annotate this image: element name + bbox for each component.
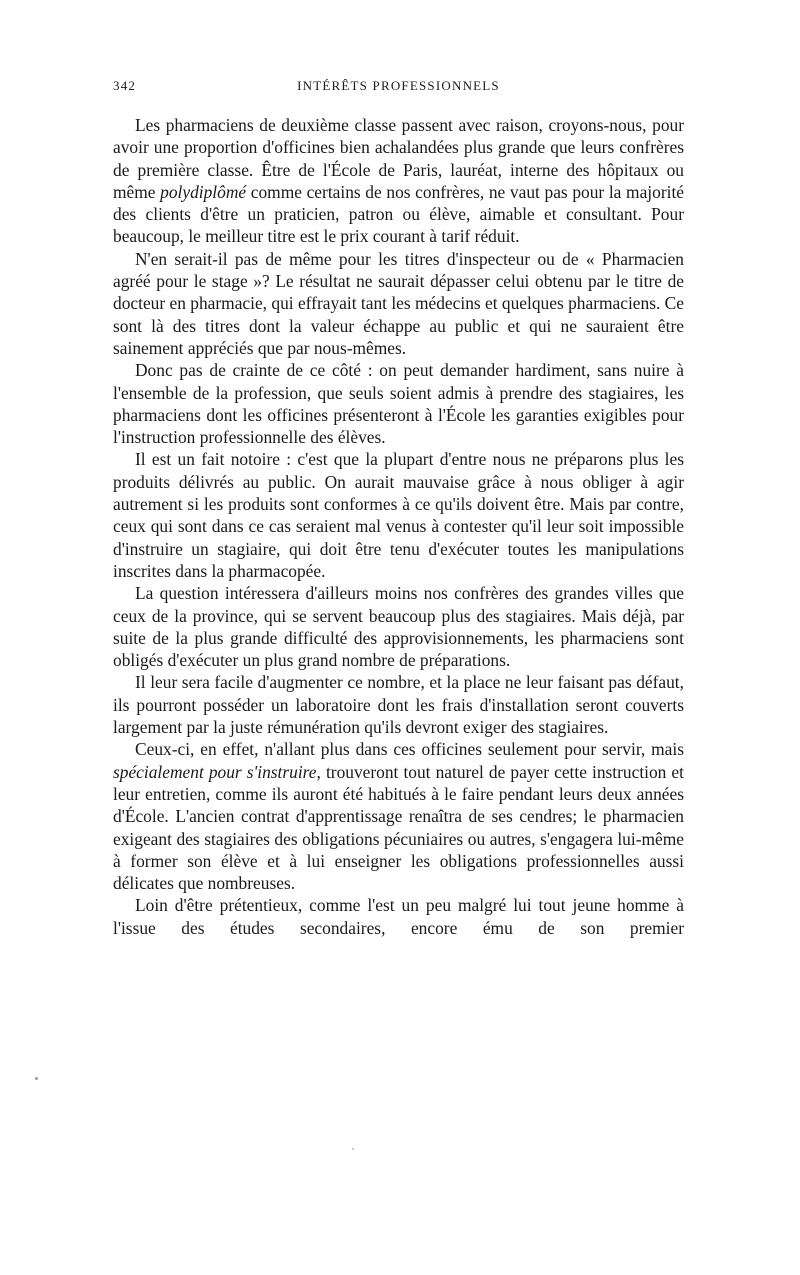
paper-speck [352, 1148, 354, 1150]
paragraph [113, 894, 684, 939]
running-header [113, 78, 684, 100]
text-run: Donc pas de crainte de ce côté : on peut demander hardiment, sans nuire à l'ensemble de la profession, que seuls soient admis à prendre des stagiaires, les pharmaciens dont les officines présenteront à l'École les garanties exigibles pour l'instruction professionnelle des élèves. [113, 360, 684, 448]
paragraph [113, 248, 684, 359]
paragraph [113, 359, 684, 448]
paragraph [113, 448, 684, 582]
text-run: Il est un fait notoire : c'est que la plupart d'entre nous ne préparons plus les produits délivrés au public. On aurait mauvaise grâce à nous obliger à agir autrement si les produits sont conformes à ce qu'ils doivent être. Mais par contre, ceux qui sont dans ce cas seraient mal venus à contester qu'il leur soit impossible d'instruire un stagiaire, qui doit être tenu d'exécuter toutes les manipulations inscrites dans la pharmacopée. [113, 449, 684, 581]
paragraph [113, 582, 684, 671]
text-run: La question intéressera d'ailleurs moins nos confrères des grandes villes que ceux de la province, qui se servent beaucoup plus des stagiaires. Mais déjà, par suite de la plus grande difficulté des approvisionnements, les pharmaciens sont obligés d'exécuter un plus grand nombre de préparations. [113, 583, 684, 671]
text-run: Il leur sera facile d'augmenter ce nombre, et la place ne leur faisant pas défaut, ils pourront posséder un laboratoire dont les frais d'installation seront couverts largement par la juste rémunération qu'ils devront exiger des stagiaires. [113, 672, 684, 738]
italic-text: spécialement pour s'instruire, [113, 761, 321, 782]
paper-speck [35, 1077, 38, 1080]
paragraph [113, 671, 684, 738]
text-run: comme certains de nos confrères, ne vaut pas pour la majorité des clients d'être un praticien, patron ou élève, aimable et consultant. Pour beaucoup, le meilleur titre est le prix courant à tarif réduit. [113, 181, 684, 247]
text-run: trouveront tout naturel de payer cette instruction et leur entretien, comme ils auront été habitués à le faire pendant leurs deux années d'École. L'ancien contrat d'apprentissage renaîtra de ses cendres; le pharmacien exigeant des stagiaires des obligations pécuniaires ou autres, s'engagera lui-même à former son élève et à lui enseigner les obligations professionnelles aussi délicates que nombreuses. [113, 761, 684, 894]
paragraph [113, 738, 684, 894]
page-number: 342 [113, 78, 137, 93]
paragraph [113, 114, 684, 248]
text-run: Ceux-ci, en effet, n'allant plus dans ces officines seulement pour servir, mais [135, 739, 684, 760]
text-run: Les pharmaciens de deuxième classe passent avec raison, croyons-nous, pour avoir une proportion d'officines bien achalandées plus grande que leurs confrères de première classe. Être de l'École de Paris, lauréat, interne des hôpitaux ou même [113, 115, 684, 202]
text-run: N'en serait-il pas de même pour les titres d'inspecteur ou de « Pharmacien agréé pour le stage »? Le résultat ne saurait dépasser celui obtenu par le titre de docteur en pharmacie, qui effrayait tant les médecins et quelques pharmaciens. Ce sont là des titres dont la valeur échappe au public et qui ne sauraient être sainement appréciés que par nous-mêmes. [113, 248, 684, 358]
italic-text: polydiplômé [160, 181, 247, 202]
running-title: INTÉRÊTS PROFESSIONNELS [297, 78, 500, 93]
text-run: Loin d'être prétentieux, comme l'est un peu malgré lui tout jeune homme à l'issue des études secondaires, encore ému de son premier [113, 895, 684, 938]
body-text [113, 114, 684, 939]
